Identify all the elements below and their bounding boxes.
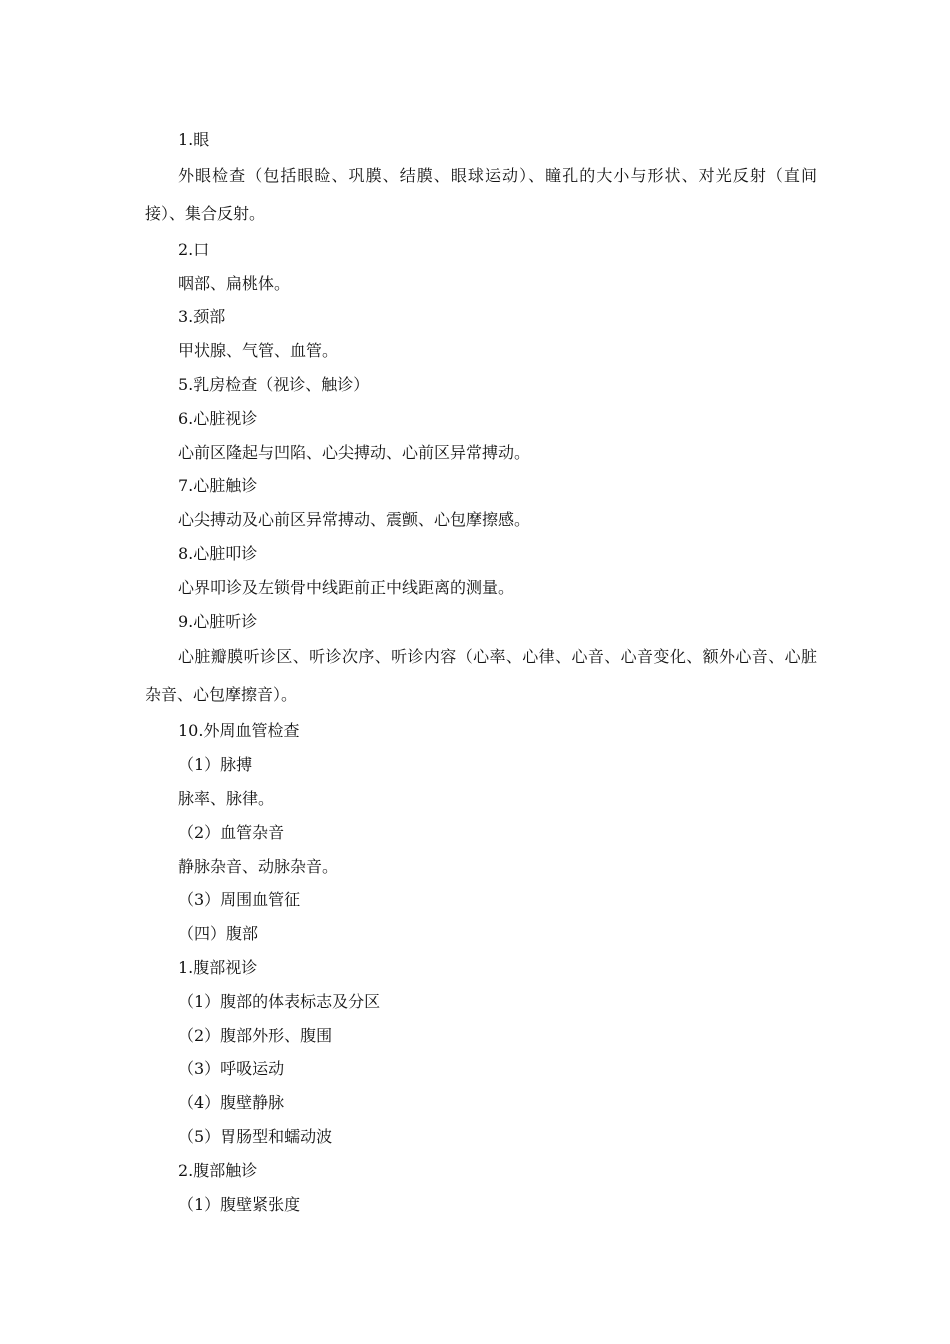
heading-heart-percussion: 8.心脏叩诊 [178,543,258,563]
paragraph-vascular-murmur: 静脉杂音、动脉杂音。 [178,856,339,876]
paragraph-heart-palpation: 心尖搏动及心前区异常搏动、震颤、心包摩擦感。 [178,510,531,530]
subheading-peripheral-vascular-signs: （3）周围血管征 [178,890,301,910]
heading-heart-auscultation: 9.心脏听诊 [178,611,258,631]
heading-neck: 3.颈部 [178,307,226,327]
heading-mouth: 2.口 [178,239,210,259]
subheading-abdominal-wall-veins: （4）腹壁静脉 [178,1093,285,1113]
subheading-respiratory-movement: （3）呼吸运动 [178,1059,285,1079]
subheading-abdomen-shape: （2）腹部外形、腹围 [178,1025,333,1045]
subheading-vascular-murmur: （2）血管杂音 [178,822,285,842]
paragraph-heart-auscultation: 心脏瓣膜听诊区、听诊次序、听诊内容（心率、心律、心音、心音变化、额外心音、心脏杂音、心包摩擦音）。 [145,647,817,705]
heading-abdomen-palpation: 2.腹部触诊 [178,1160,258,1180]
subheading-abdomen-landmarks: （1）腹部的体表标志及分区 [178,991,381,1011]
subheading-abdominal-wall-tension: （1）腹壁紧张度 [178,1194,301,1214]
heading-heart-palpation: 7.心脏触诊 [178,476,258,496]
paragraph-heart-percussion: 心界叩诊及左锁骨中线距前正中线距离的测量。 [178,577,515,597]
paragraph-eye-exam: 外眼检查（包括眼睑、巩膜、结膜、眼球运动）、瞳孔的大小与形状、对光反射（直间接）、集合反射。 [145,165,817,223]
paragraph-mouth-exam: 咽部、扁桃体。 [178,273,291,293]
heading-eye: 1.眼 [178,130,210,149]
subheading-peristalsis: （5）胃肠型和蠕动波 [178,1126,333,1146]
heading-abdomen-inspection: 1.腹部视诊 [178,957,258,977]
heading-heart-inspection: 6.心脏视诊 [178,408,258,428]
paragraph-neck-exam: 甲状腺、气管、血管。 [178,341,339,361]
heading-breast: 5.乳房检查（视诊、触诊） [178,374,370,394]
paragraph-heart-inspection: 心前区隆起与凹陷、心尖搏动、心前区异常搏动。 [178,442,531,462]
document-body [145,123,817,1221]
subheading-pulse: （1）脉搏 [178,755,253,775]
paragraph-pulse: 脉率、脉律。 [178,788,275,808]
heading-peripheral-vessels: 10.外周血管检查 [178,721,300,741]
section-heading-abdomen: （四）腹部 [178,924,259,944]
